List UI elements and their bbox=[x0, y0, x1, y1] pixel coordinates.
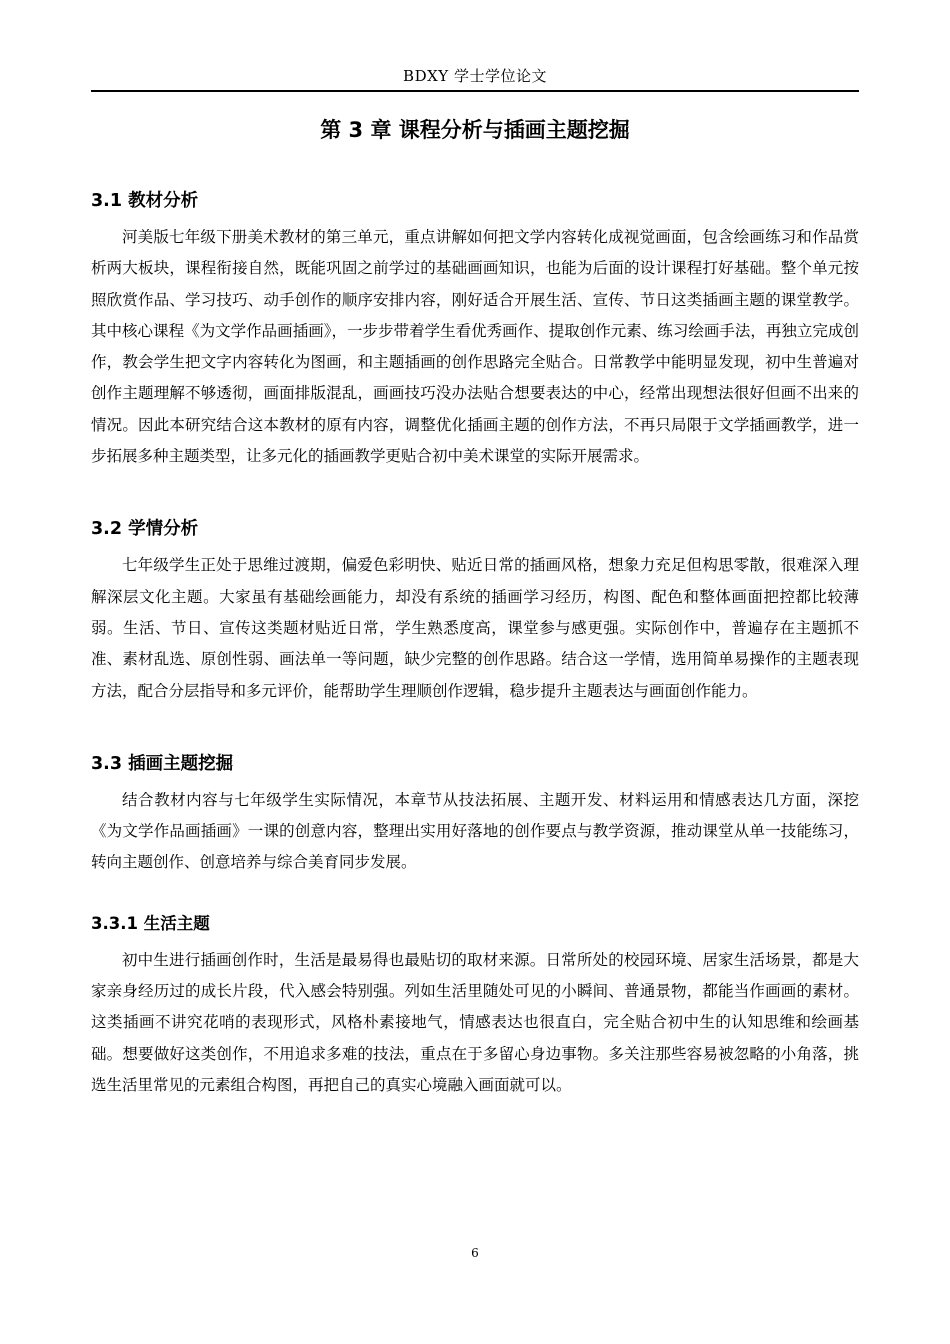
section-paragraph-3-3: 结合教材内容与七年级学生实际情况，本章节从技法拓展、主题开发、材料运用和情感表达几方面，深挖《为文学作品画插画》一课的创意内容，整理出实用好落地的创作要点与教学资源，推动课堂从单一技能练习，转向主题创作、创意培养与综合美育同步发展。 bbox=[91, 790, 859, 872]
subsection-heading-3-3-1: 3.3.1 生活主题 bbox=[91, 913, 210, 933]
subsection-paragraph-3-3-1: 初中生进行插画创作时，生活是最易得也最贴切的取材来源。日常所处的校园环境、居家生活场景，都是大家亲身经历过的成长片段，代入感会特别强。列如生活里随处可见的小瞬间、普通景物，都能当作画画的素材。这类插画不讲究花哨的表现形式，风格朴素接地气，情感表达也很直白，完全贴合初中生的认知思维和绘画基础。想要做好这类创作，不用追求多难的技法，重点在于多留心身边事物。多关注那些容易被忽略的小角落，挑选生活里常见的元素组合构图，再把自己的真实心境融入画面就可以。 bbox=[91, 950, 859, 1094]
header-rule bbox=[91, 90, 859, 92]
page-number: 6 bbox=[471, 1246, 479, 1260]
section-heading-3-2: 3.2 学情分析 bbox=[91, 519, 199, 540]
running-header: BDXY 学士学位论文 bbox=[403, 67, 547, 85]
section-heading-3-1: 3.1 教材分析 bbox=[91, 191, 199, 211]
section-paragraph-3-2: 七年级学生正处于思维过渡期，偏爱色彩明快、贴近日常的插画风格，想象力充足但构思零散，很难深入理解深层文化主题。大家虽有基础绘画能力，却没有系统的插画学习经历，构图、配色和整体画面把控都比较薄弱。生活、节日、宣传这类题材贴近日常，学生熟悉度高，课堂参与感更强。实际创作中，普遍存在主题抓不准、素材乱选、原创性弱、画法单一等问题，缺少完整的创作思路。结合这一学情，选用简单易操作的主题表现方法，配合分层指导和多元评价，能帮助学生理顺创作逻辑，稳步提升主题表达与画面创作能力。 bbox=[91, 556, 859, 700]
chapter-title: 第 3 章 课程分析与插画主题挖掘 bbox=[320, 118, 630, 142]
section-paragraph-3-1: 河美版七年级下册美术教材的第三单元，重点讲解如何把文学内容转化成视觉画面，包含绘画练习和作品赏析两大板块，课程衔接自然，既能巩固之前学过的基础画画知识，也能为后面的设计课程打好基础。整个单元按照欣赏作品、学习技巧、动手创作的顺序安排内容，刚好适合开展生活、宣传、节日这类插画主题的课堂教学。其中核心课程《为文学作品画插画》，一步步带着学生看优秀画作、提取创作元素、练习绘画手法，再独立完成创作，教会学生把文字内容转化为图画，和主题插画的创作思路完全贴合。日常教学中能明显发现，初中生普遍对创作主题理解不够透彻，画面排版混乱，画画技巧没办法贴合想要表达的中心，经常出现想法很好但画不出来的情况。因此本研究结合这本教材的原有内容，调整优化插画主题的创作方法，不再只局限于文学插画教学，进一步拓展多种主题类型，让多元化的插画教学更贴合初中美术课堂的实际开展需求。 bbox=[91, 228, 859, 466]
body-column bbox=[91, 186, 859, 1101]
section-heading-3-3: 3.3 插画主题挖掘 bbox=[91, 753, 234, 774]
